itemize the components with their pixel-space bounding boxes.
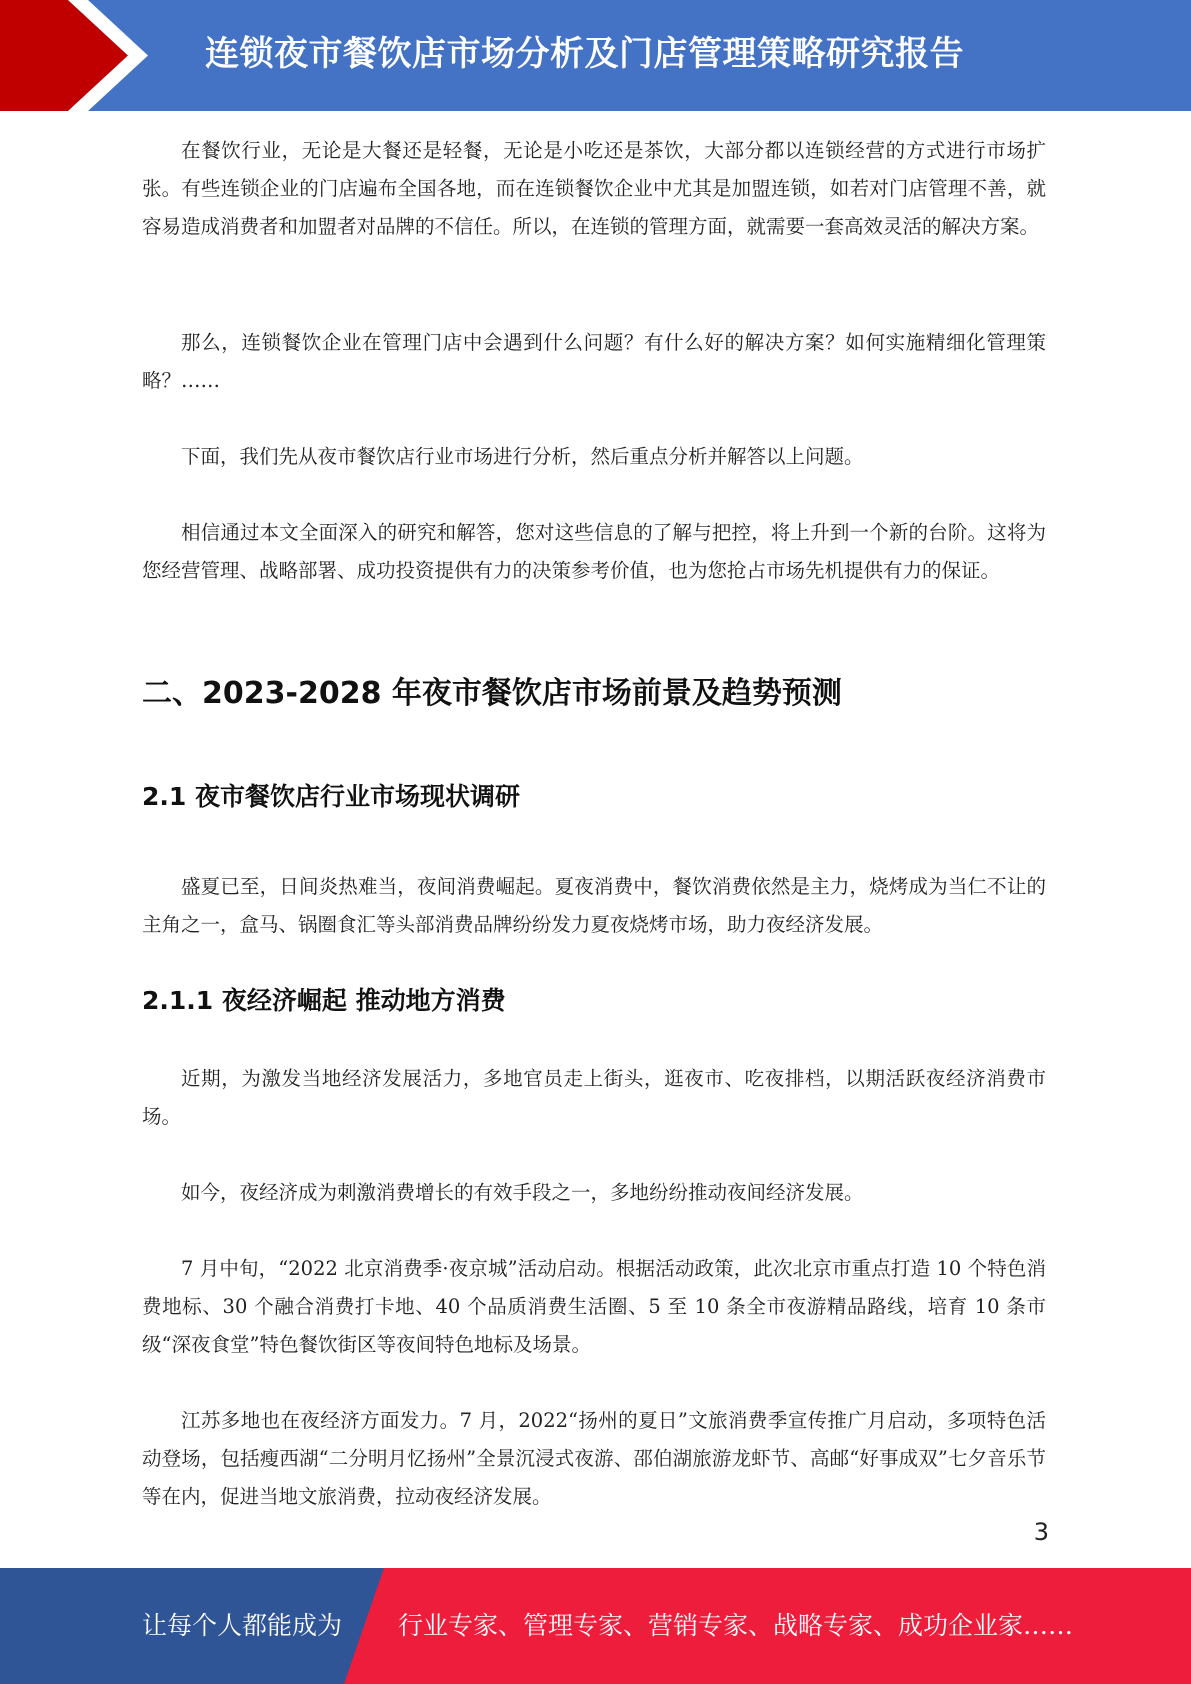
intro-paragraph-3: 下面，我们先从夜市餐饮店行业市场进行分析，然后重点分析并解答以上问题。 — [181, 445, 864, 468]
subsection-2-1-1-paragraph-2: 如今，夜经济成为刺激消费增长的有效手段之一，多地纷纷推动夜间经济发展。 — [181, 1181, 864, 1204]
header-chevron-icon — [0, 0, 160, 111]
section-heading: 二、2023-2028 年夜市餐饮店市场前景及趋势预测 — [142, 676, 842, 711]
intro-paragraph-2: 那么，连锁餐饮企业在管理门店中会遇到什么问题？有什么好的解决方案？如何实施精细化管理策略？…… — [142, 331, 1046, 392]
subsection-2-1-paragraph: 盛夏已至，日间炎热难当，夜间消费崛起。夏夜消费中，餐饮消费依然是主力，烧烤成为当仁不让的主角之一，盒马、锅圈食汇等头部消费品牌纷纷发力夏夜烧烤市场，助力夜经济发展。 — [142, 875, 1046, 936]
page-header — [0, 0, 1191, 111]
footer-slogan-left: 让每个人都能成为 — [142, 1611, 343, 1640]
page-number: 3 — [1033, 1518, 1049, 1546]
intro-paragraph-4: 相信通过本文全面深入的研究和解答，您对这些信息的了解与把控，将上升到一个新的台阶。这将为您经营管理、战略部署、成功投资提供有力的决策参考价值，也为您抢占市场先机提供有力的保证。 — [142, 521, 1046, 582]
subsection-heading-2-1: 2.1 夜市餐饮店行业市场现状调研 — [142, 782, 520, 811]
page-footer — [0, 1568, 1191, 1684]
subsection-2-1-1-paragraph-1: 近期，为激发当地经济发展活力，多地官员走上街头，逛夜市、吃夜排档，以期活跃夜经济消费市场。 — [142, 1067, 1046, 1128]
report-title: 连锁夜市餐饮店市场分析及门店管理策略研究报告 — [205, 34, 964, 74]
subsection-2-1-1-paragraph-4: 江苏多地也在夜经济方面发力。7 月，2022“扬州的夏日”文旅消费季宣传推广月启动，多项特色活动登场，包括瘦西湖“二分明月忆扬州”全景沉浸式夜游、邵伯湖旅游龙虾节、高邮“好事成双”七夕音乐节等在内，促进当地文旅消费，拉动夜经济发展。 — [142, 1409, 1046, 1508]
footer-slogan-right: 行业专家、管理专家、营销专家、战略专家、成功企业家…… — [398, 1611, 1074, 1640]
subsection-2-1-1-paragraph-3: 7 月中旬，“2022 北京消费季·夜京城”活动启动。根据活动政策，此次北京市重点打造 10 个特色消费地标、30 个融合消费打卡地、40 个品质消费生活圈、5 至 10 条全市夜游精品路线，培育 10 条市级“深夜食堂”特色餐饮街区等夜间特色地标及场景。 — [142, 1257, 1046, 1356]
subsection-heading-2-1-1: 2.1.1 夜经济崛起 推动地方消费 — [142, 986, 506, 1015]
intro-paragraph-1: 在餐饮行业，无论是大餐还是轻餐，无论是小吃还是茶饮，大部分都以连锁经营的方式进行市场扩张。有些连锁企业的门店遍布全国各地，而在连锁餐饮企业中尤其是加盟连锁，如若对门店管理不善，就容易造成消费者和加盟者对品牌的不信任。所以，在连锁的管理方面，就需要一套高效灵活的解决方案。 — [142, 139, 1046, 238]
